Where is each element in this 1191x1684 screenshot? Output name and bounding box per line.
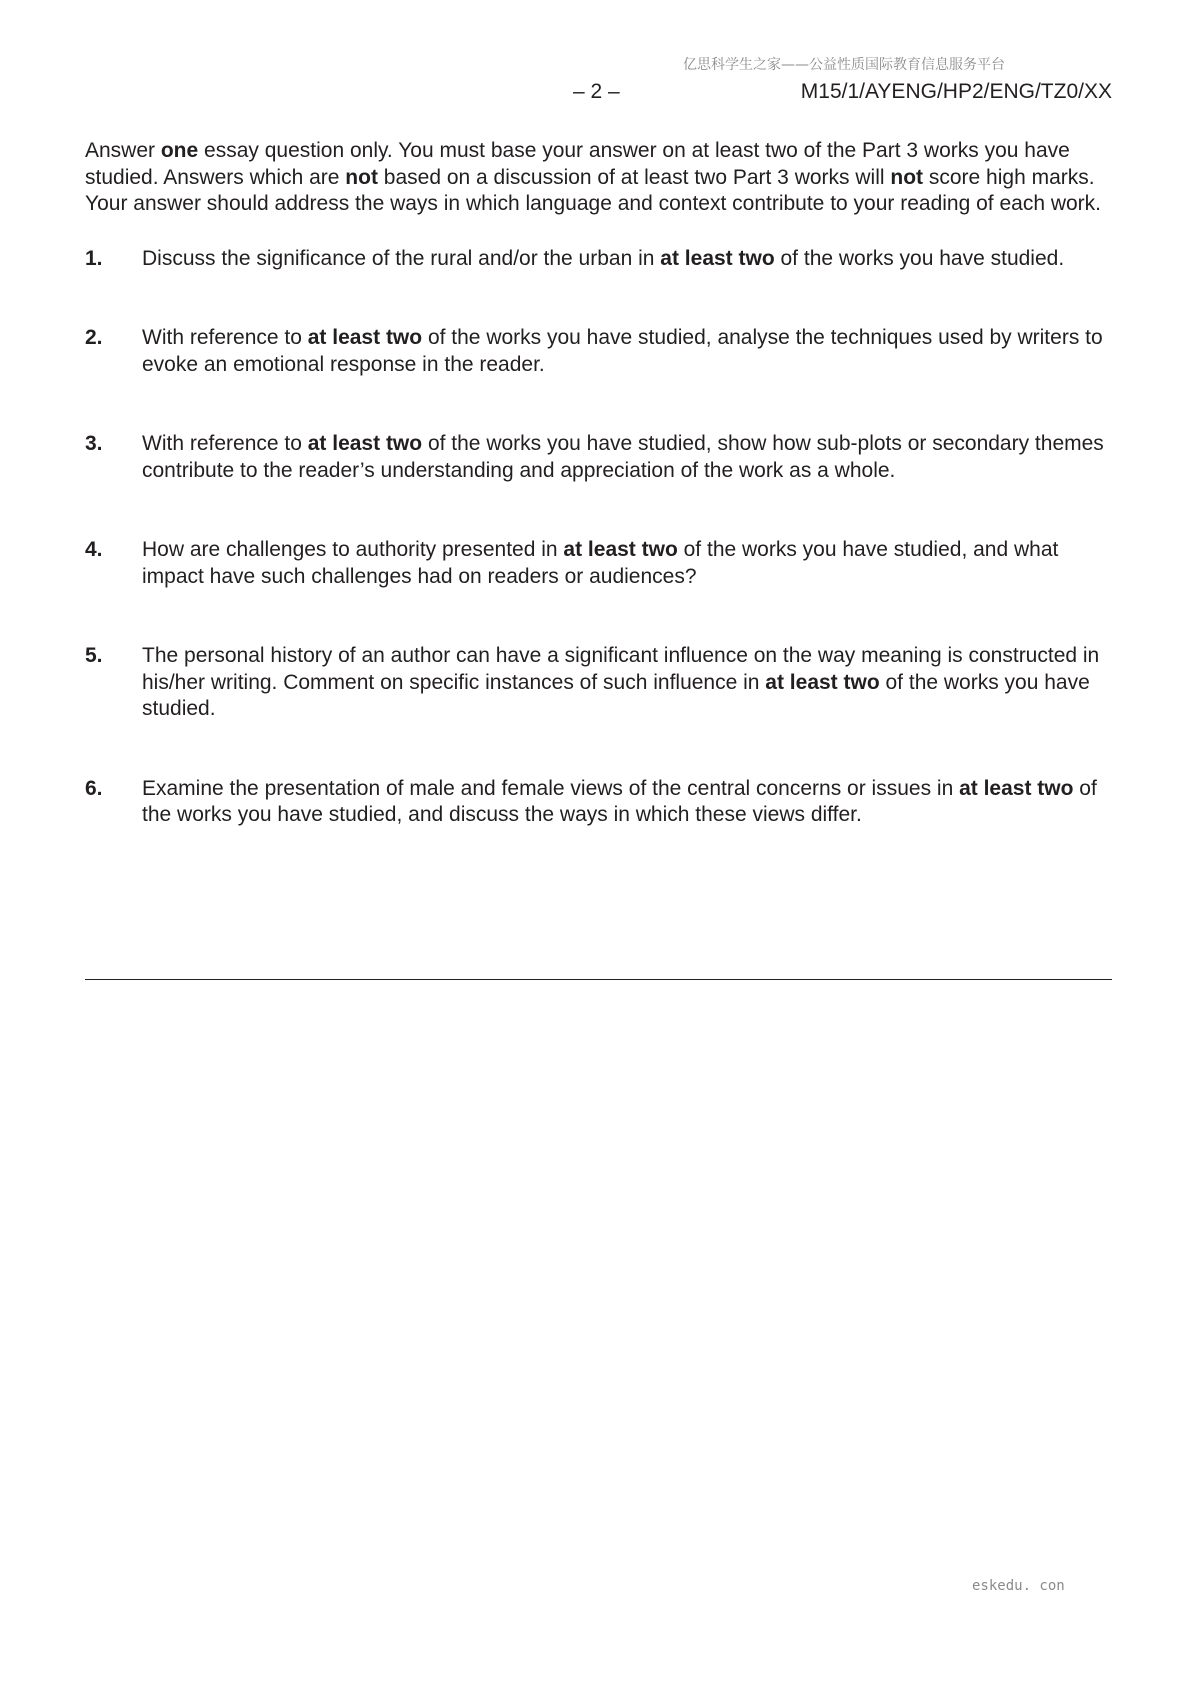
end-divider (85, 979, 1112, 980)
question-2 (85, 325, 1111, 378)
question-text: How are challenges to authority presented in at least two of the works you have studied, and what impact have such challenges had on readers or audiences? (142, 538, 1059, 588)
question-3 (85, 431, 1111, 484)
question-content (85, 138, 1111, 882)
question-text: The personal history of an author can have a significant influence on the way meaning is constructed in his/her writing. Comment on specific instances of such influence in at least two of the works you have studied. (142, 644, 1100, 720)
question-6 (85, 776, 1111, 829)
question-text: With reference to at least two of the works you have studied, show how sub-plots or secondary themes contribute to the reader’s understanding and appreciation of the work as a whole. (142, 432, 1104, 482)
question-5 (85, 643, 1111, 723)
instructions: Answer one essay question only. You must base your answer on at least two of the Part 3 works you have studied. Answers which are not based on a discussion of at least two Part 3 works will not score high marks. Your answer should address the ways in which language and context contribute to your reading of each work. (85, 139, 1102, 215)
question-1 (85, 246, 1111, 273)
question-number: 3. (85, 432, 103, 455)
question-number: 4. (85, 538, 103, 561)
question-text: Discuss the significance of the rural and/or the urban in at least two of the works you have studied. (142, 246, 1065, 270)
question-number: 5. (85, 644, 103, 667)
question-number: 1. (85, 246, 103, 270)
question-4 (85, 537, 1111, 590)
question-number: 2. (85, 326, 103, 349)
exam-code: M15/1/AYENG/HP2/ENG/TZ0/XX (800, 80, 1112, 103)
page-number: – 2 – (573, 80, 620, 103)
watermark-top: 亿思科学生之家——公益性质国际教育信息服务平台 (683, 57, 1005, 73)
question-number: 6. (85, 776, 103, 800)
watermark-bottom: eskedu. con (972, 1578, 1065, 1594)
question-text: With reference to at least two of the works you have studied, analyse the techniques used by writers to evoke an emotional response in the reader. (142, 326, 1103, 376)
question-text: Examine the presentation of male and female views of the central concerns or issues in at least two of the works you have studied, and discuss the ways in which these views differ. (142, 776, 1097, 826)
